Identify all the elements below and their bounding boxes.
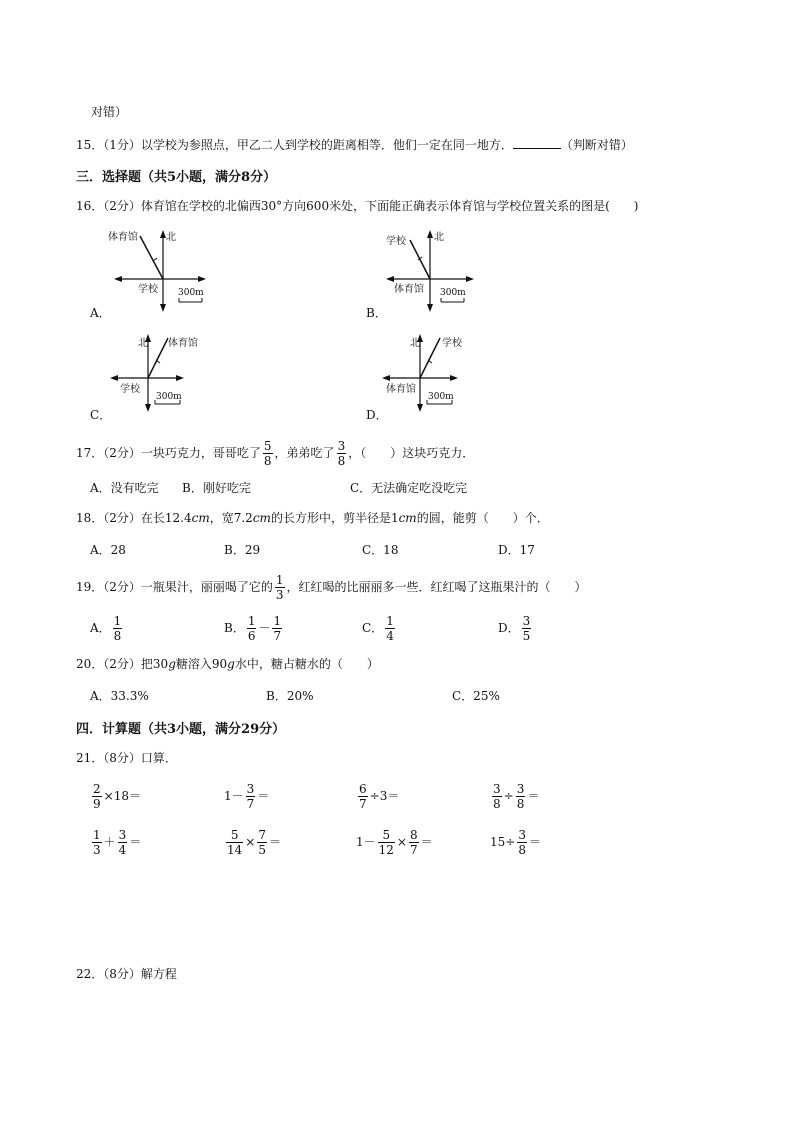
- scale-label: 300m: [178, 288, 204, 298]
- q17-text-pre: 17．（2分）一块巧克力，哥哥吃了: [76, 446, 261, 460]
- q14-tail: 对错）: [91, 105, 128, 119]
- q16-option-a-letter[interactable]: A．: [90, 306, 111, 320]
- fraction: $\frac{5}{8}$: [263, 439, 272, 468]
- q18-option-b[interactable]: B．29: [224, 543, 261, 557]
- fraction: $\frac{3}{8}$: [337, 439, 346, 468]
- q17-text-mid: ，弟弟吃了: [274, 446, 335, 460]
- q16-option-c-letter[interactable]: C．: [90, 408, 112, 422]
- q21-item-e: $\frac{1}{3}$ ＋ $\frac{3}{4}$ ＝: [93, 828, 142, 857]
- question-20: 20．（2分）把30g糖溶入90g水中，糖占糖水的（ ）: [76, 657, 379, 671]
- q19-option-a[interactable]: A． $\frac{1}{8}$: [90, 614, 122, 643]
- q17-option-a[interactable]: A．没有吃完: [90, 481, 159, 495]
- north-label: 北: [138, 338, 148, 349]
- school-label: 学校: [138, 284, 158, 295]
- section-4-heading: 四．计算题（共3小题，满分29分）: [76, 722, 286, 737]
- section-3-heading: 三．选择题（共5小题，满分8分）: [76, 170, 277, 185]
- north-label: 北: [434, 232, 444, 243]
- q18-option-d[interactable]: D．17: [498, 543, 535, 557]
- q19-option-b[interactable]: B． $\frac{1}{6}$ － $\frac{1}{7}$: [224, 614, 282, 643]
- q21-item-g: 1－ $\frac{5}{12}$ × $\frac{8}{7}$ ＝: [356, 828, 433, 857]
- q20-option-b[interactable]: B．20%: [266, 689, 314, 703]
- q21-item-c: $\frac{6}{7}$ ÷3＝: [359, 782, 400, 811]
- q22-text: 22．（8分）解方程: [76, 967, 177, 981]
- q21-item-d: $\frac{3}{8}$ ÷ $\frac{3}{8}$ ＝: [493, 782, 540, 811]
- q20-option-c[interactable]: C．25%: [452, 689, 500, 703]
- gym-label: 体育馆: [168, 338, 198, 349]
- q15-tail: （判断对错）: [560, 138, 633, 152]
- school-label: 学校: [120, 384, 140, 395]
- gym-label: 体育馆: [108, 232, 138, 243]
- scale-label: 300m: [156, 392, 182, 402]
- school-label: 学校: [442, 338, 462, 349]
- q18-option-c[interactable]: C．18: [362, 543, 399, 557]
- q19-option-c[interactable]: C． $\frac{1}{4}$: [362, 614, 394, 643]
- q21-text: 21．（8分）口算．: [76, 751, 177, 765]
- scale-label: 300m: [440, 288, 466, 298]
- q21-item-a: $\frac{2}{9}$ ×18＝: [93, 782, 141, 811]
- q16-option-b-letter[interactable]: B．: [366, 306, 387, 320]
- north-label: 北: [166, 232, 176, 243]
- question-15: [76, 136, 633, 153]
- q20-option-a[interactable]: A．33.3%: [90, 689, 149, 703]
- q16-text: 16．（2分）体育馆在学校的北偏西30°方向600米处，下面能正确表示体育馆与学校位置关系的图是( ): [76, 199, 639, 213]
- gym-label: 体育馆: [386, 384, 416, 395]
- q21-item-h: 15÷ $\frac{3}{8}$ ＝: [490, 828, 541, 857]
- q15-answer-blank[interactable]: [513, 136, 561, 149]
- question-18: 18．（2分）在长12.4cm，宽7.2cm的长方形中，剪半径是1cm的圆，能剪（ ）个．: [76, 511, 549, 525]
- fraction: $\frac{1}{3}$: [275, 573, 284, 602]
- q21-item-f: $\frac{5}{14}$ × $\frac{7}{5}$ ＝: [227, 828, 281, 857]
- q17-text-post: ，（ ）这块巧克力．: [348, 446, 475, 460]
- q17-option-b[interactable]: B．刚好吃完: [182, 481, 251, 495]
- q19-option-d[interactable]: D． $\frac{3}{5}$: [498, 614, 531, 643]
- gym-label: 体育馆: [394, 284, 424, 295]
- q16-option-c[interactable]: [108, 330, 248, 415]
- question-17: [76, 436, 474, 470]
- q21-item-b: 1－ $\frac{3}{7}$ ＝: [224, 782, 270, 811]
- q16-option-d[interactable]: [380, 330, 520, 415]
- north-label: 北: [410, 338, 420, 349]
- question-19: 19．（2分）一瓶果汁，丽丽喝了它的 $\frac{1}{3}$ ，红红喝的比丽丽多一些．红红喝了这瓶果汁的（ ）: [76, 573, 587, 602]
- q16-option-d-letter[interactable]: D．: [366, 408, 388, 422]
- q18-option-a[interactable]: A．28: [90, 543, 126, 557]
- q17-option-c[interactable]: C．无法确定吃没吃完: [350, 481, 468, 495]
- q15-text: 15．（1分）以学校为参照点，甲乙二人到学校的距离相等．他们一定在同一地方．: [76, 138, 513, 152]
- scale-label: 300m: [428, 392, 454, 402]
- q16-option-a[interactable]: [90, 226, 230, 326]
- q16-option-b[interactable]: [380, 226, 520, 326]
- school-label: 学校: [386, 236, 406, 247]
